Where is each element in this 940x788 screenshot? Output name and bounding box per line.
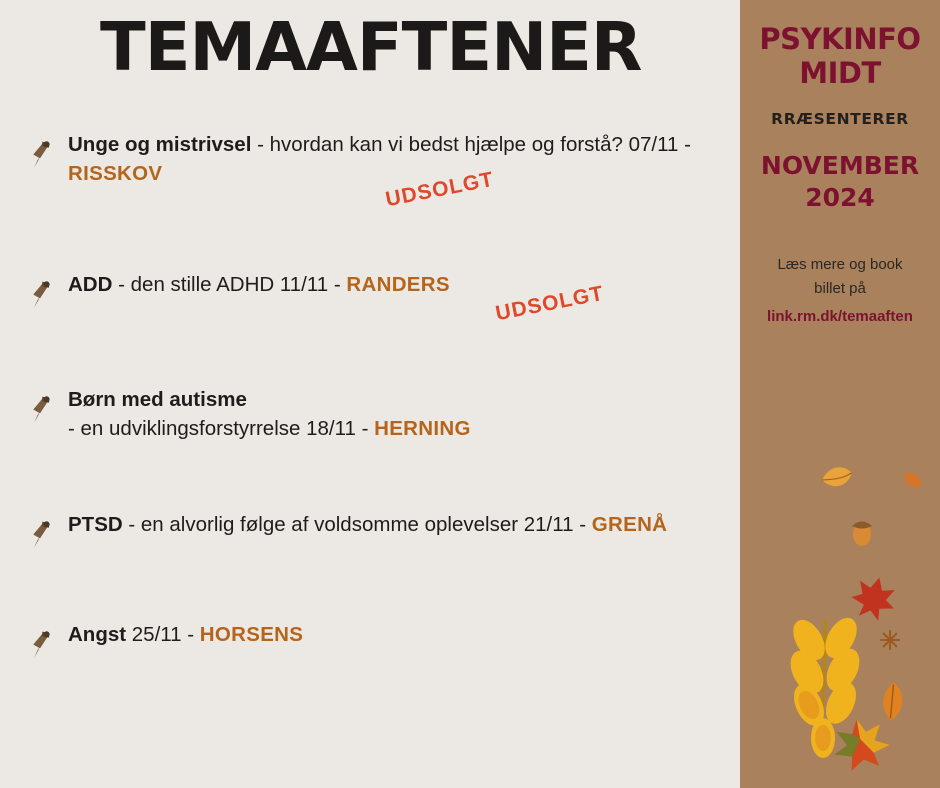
page-title: TEMAAFTENER [100,8,642,86]
event-title: Børn med autisme [68,388,247,411]
event-city: HERNING [374,417,471,441]
year-label: 2024 [805,182,875,212]
list-item[interactable] [0,620,740,720]
event-text [68,385,730,443]
event-description: - en udviklingsforstyrrelse 18/11 - [68,417,375,441]
event-description: - en alvorlig følge af voldsomme oplevelser 21/11 - [122,513,592,536]
event-city: RANDERS [346,273,450,296]
brand-name [740,22,940,90]
booking-link[interactable]: link.rm.dk/temaaften [767,307,913,325]
brand-line-2: MIDT [799,56,881,91]
list-item[interactable] [0,510,740,620]
event-title: PTSD [68,513,123,536]
event-title: Unge og mistrivsel [68,133,252,156]
event-description: 25/11 - [126,623,200,646]
list-item[interactable] [0,270,740,385]
event-description: - hvordan kan vi bedst hjælpe og forstå? 07/11 - [251,133,691,156]
pushpin-icon [26,391,60,423]
status-badge: UDSOLGT [383,167,496,212]
pushpin-icon [26,516,60,548]
event-description: - den stille ADHD 11/11 - [112,273,347,296]
event-city: GRENÅ [591,513,668,536]
event-list [0,130,740,720]
pushpin-icon [26,626,60,658]
event-text [68,620,730,649]
pushpin-icon [26,136,60,168]
month-year [740,150,940,213]
event-text [68,510,730,539]
presents-label: RRÆSENTERER [771,110,909,129]
event-title: Angst [68,623,127,646]
poster-sidebar [740,0,940,788]
event-text [68,270,730,299]
list-item[interactable] [0,385,740,510]
event-text [68,130,730,188]
event-city: HORSENS [199,623,304,646]
brand-line-1: PSYKINFO [759,22,921,56]
booking-line-1: Læs mere og book [777,255,903,273]
booking-line-2: billet på [814,279,866,297]
month-label: NOVEMBER [760,151,920,181]
pushpin-icon [26,276,60,308]
event-city: RISSKOV [68,162,163,186]
event-title: ADD [68,273,113,296]
status-badge: UDSOLGT [493,281,606,326]
booking-info [740,253,940,329]
autumn-leaves-decoration [740,455,940,788]
list-item[interactable] [0,130,740,270]
